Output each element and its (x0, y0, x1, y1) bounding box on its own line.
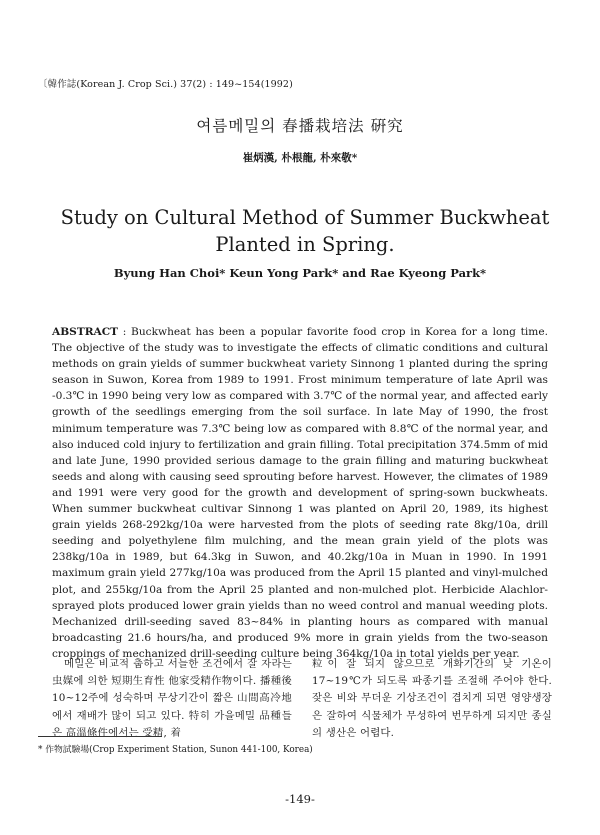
journal-citation: 〔韓作誌(Korean J. Crop Sci.) 37(2) : 149~154(1992) (38, 79, 293, 90)
footnote: * 作物試驗場(Crop Experiment Station, Sunon 441-100, Korea) (38, 745, 313, 755)
english-authors: Byung Han Choi* Keun Yong Park* and Rae Kyeong Park* (113, 266, 487, 280)
page-number: -149- (285, 792, 315, 806)
english-title: Study on Cultural Method of Summer Buckwheat Planted in Spring. (60, 206, 550, 256)
abstract (52, 324, 548, 662)
body-right-column: 粒이 잘 되지 않으므로 개화기간의 낮 기온이 17~19℃가 되도록 파종기를 조절해 주어야 한다. 잦은 비와 무더운 기상조건이 겹치게 되면 영양생장은 잘하여 식물체가 무성하여 번무하게 되지만 종실의 생산은 어렵다. (312, 658, 552, 739)
abstract-separator: : (118, 326, 132, 338)
korean-title: 여름메밀의 春播栽培法 硏究 (196, 117, 404, 135)
korean-authors: 崔炳漢, 朴根龍, 朴來敬* (242, 152, 358, 164)
abstract-label: ABSTRACT (52, 326, 119, 338)
body-left-column: 메밀은 비교적 춥하고 서늘한 조건에서 잘 자라는 虫媒에 의한 短期生育性 他家受精作物이다. 播種後 10~12주에 성숙하며 무상기간이 짧은 山間高冷地에서 재배가 많이 되고 있다. 特히 가을메밀 品種들은 高溫條件에서는 受精, 着 (52, 658, 292, 739)
footnote-divider (38, 736, 162, 737)
abstract-text: Buckwheat has been a popular favorite food crop in Korea for a long time. The objective of the study was to investigate the effects of climatic conditions and cultural methods on grain yields of summer buckwheat variety Sinnong 1 planted during the spring season in Suwon, Korea from 1989 to 1991. Frost minimum temperature of late April was -0.3℃ in 1990 being very low as compared with 3.7℃ of the normal year, and affected early growth of the seedlings emerging from the soil surface. In late May of 1990, the frost minimum temperature was 7.3℃ being low as compared with 8.8℃ of the normal year, and also induced cold injury to fertilization and grain filling. Total precipitation 374.5mm of mid and late June, 1990 provided serious damage to the grain filling and maturing buckwheat seeds and along with causing seed sprouting before harvest. However, the climates of 1989 and 1991 were very good for the growth and development of spring-sown buckwheats. When summer buckwheat cultivar Sinnong 1 was planted on April 20, 1989, its highest grain yields 268-292kg/10a were harvested from the plots of seeding rate 8kg/10a, drill seeding and polyethylene film mulching, and the mean grain yield of the plots was 238kg/10a in 1989, but 64.3kg in Suwon, and 40.2kg/10a in Muan in 1990. In 1991 maximum grain yield 277kg/10a was produced from the April 15 planted and vinyl-mulched plot, and 255kg/10a from the April 25 planted and non-mulched plot. Herbicide Alachlor-sprayed plots produced lower grain yields than no weed control and manual weeding plots. Mechanized drill-seeding saved 83~84% in planting hours as compared with manual broadcasting 21.6 hours/ha, and produced 9% more in grain yields from the two-season croppings of mechanized drill-seeding culture being 364kg/10a in total yields per year. (52, 326, 548, 660)
